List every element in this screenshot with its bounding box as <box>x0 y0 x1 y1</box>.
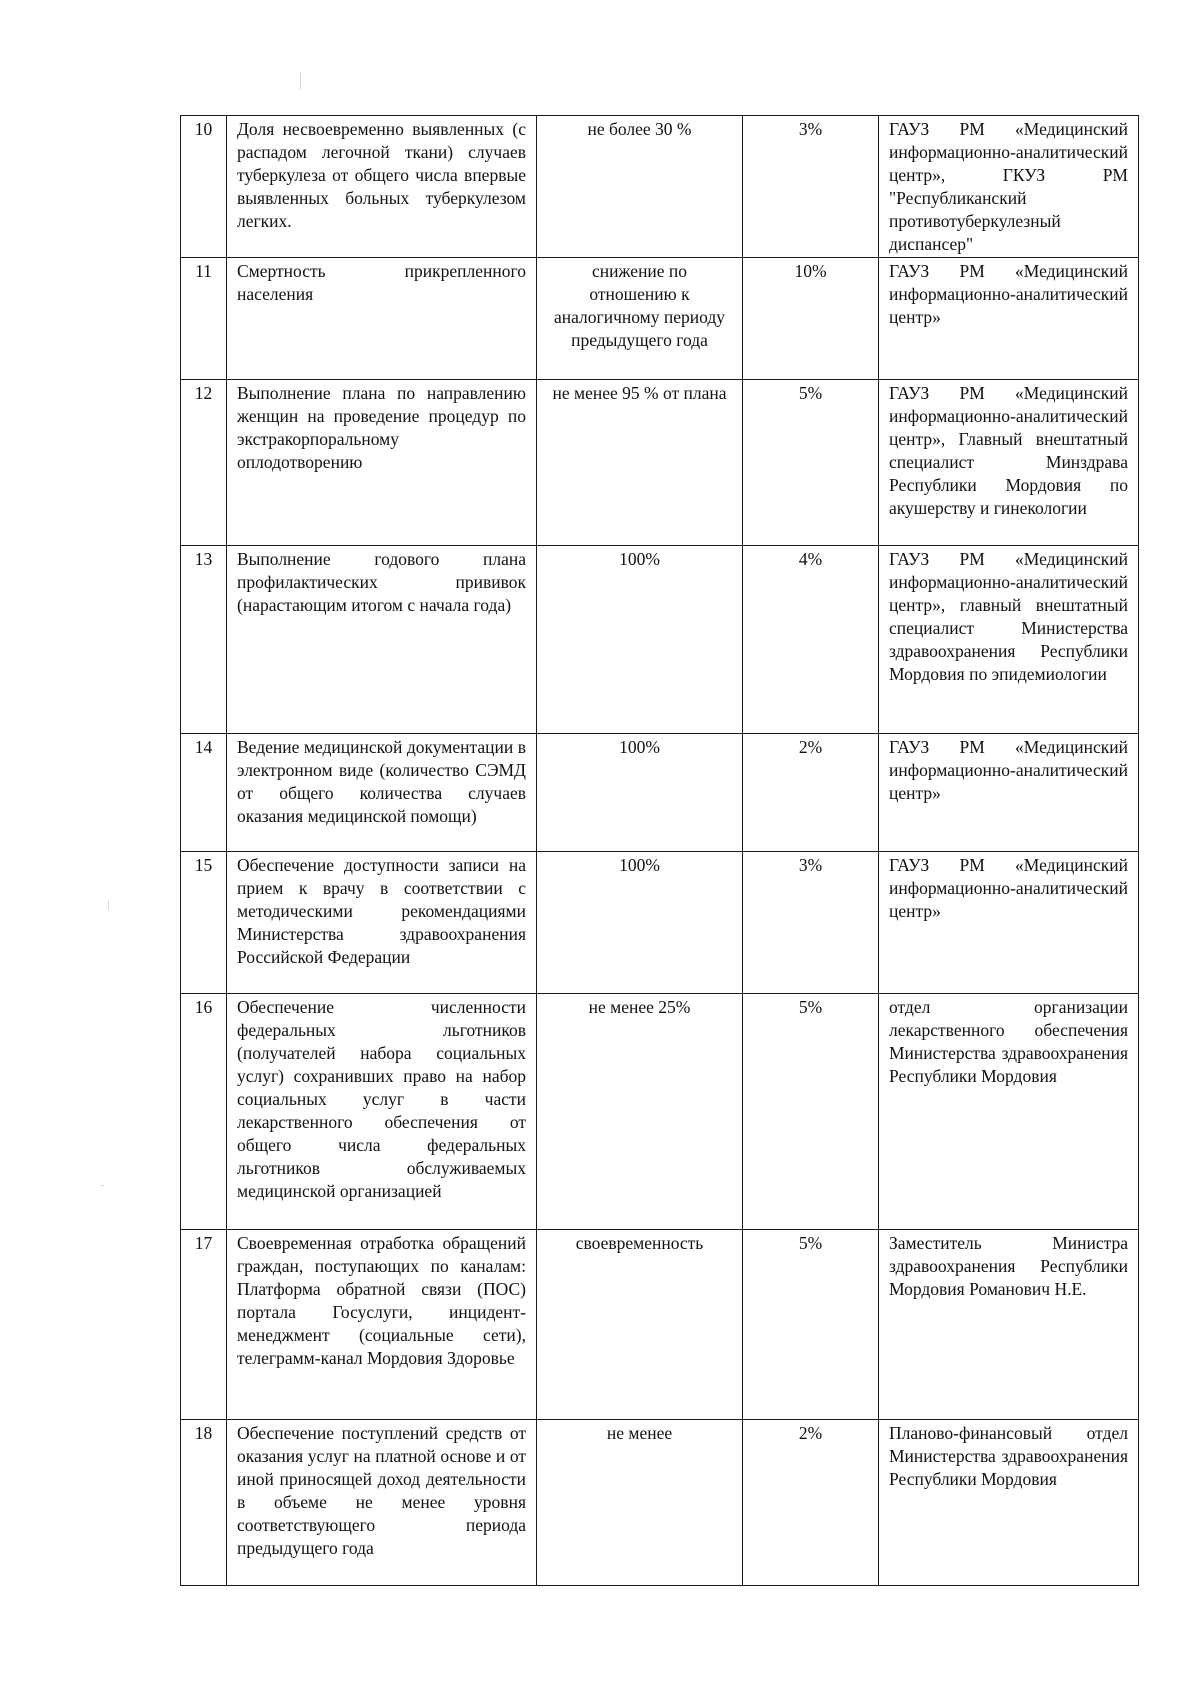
row-number: 14 <box>181 734 227 852</box>
responsible-party: ГАУЗ РМ «Медицинский информационно-аналитический центр» <box>879 258 1139 380</box>
table-row <box>181 734 1139 852</box>
target-value: не менее <box>537 1420 743 1586</box>
scan-mark-top <box>300 72 301 90</box>
row-number: 12 <box>181 380 227 546</box>
indicator-name: Ведение медицинской документации в электронном виде (количество СЭМД от общего количества случаев оказания медицинской помощи) <box>227 734 537 852</box>
target-value: не менее 25% <box>537 994 743 1230</box>
weight-value: 5% <box>743 994 879 1230</box>
weight-value: 4% <box>743 546 879 734</box>
weight-value: 5% <box>743 380 879 546</box>
weight-value: 10% <box>743 258 879 380</box>
responsible-party: ГАУЗ РМ «Медицинский информационно-аналитический центр», Главный внештатный специалист Минздрава Республики Мордовия по акушерству и гинекологии <box>879 380 1139 546</box>
responsible-party: Заместитель Министра здравоохранения Республики Мордовия Романович Н.Е. <box>879 1230 1139 1420</box>
indicator-name: Смертность прикрепленного населения <box>227 258 537 380</box>
indicator-name: Выполнение плана по направлению женщин на проведение процедур по экстракорпоральному оплодотворению <box>227 380 537 546</box>
scan-mark-left <box>108 900 109 910</box>
responsible-party: ГАУЗ РМ «Медицинский информационно-аналитический центр», главный внештатный специалист Министерства здравоохранения Республики Мордовия по эпидемиологии <box>879 546 1139 734</box>
responsible-party: отдел организации лекарственного обеспечения Министерства здравоохранения Республики Мордовия <box>879 994 1139 1230</box>
row-number: 13 <box>181 546 227 734</box>
indicator-name: Выполнение годового плана профилактических прививок (нарастающим итогом с начала года) <box>227 546 537 734</box>
responsible-party: ГАУЗ РМ «Медицинский информационно-аналитический центр», ГКУЗ РМ "Республиканский противотуберкулезный диспансер" <box>879 116 1139 258</box>
weight-value: 5% <box>743 1230 879 1420</box>
indicator-name: Обеспечение численности федеральных льготников (получателей набора социальных услуг) сохранивших право на набор социальных услуг в части лекарственного обеспечения от общего числа федеральных льготников обслуживаемых медицинской организацией <box>227 994 537 1230</box>
table-row <box>181 1230 1139 1420</box>
weight-value: 2% <box>743 1420 879 1586</box>
responsible-party: ГАУЗ РМ «Медицинский информационно-аналитический центр» <box>879 734 1139 852</box>
indicator-name: Доля несвоевременно выявленных (с распадом легочной ткани) случаев туберкулеза от общего числа впервые выявленных больных туберкулезом легких. <box>227 116 537 258</box>
indicators-table <box>180 115 1139 1586</box>
row-number: 15 <box>181 852 227 994</box>
weight-value: 2% <box>743 734 879 852</box>
target-value: 100% <box>537 734 743 852</box>
indicator-name: Обеспечение доступности записи на прием к врачу в соответствии с методическими рекомендациями Министерства здравоохранения Российской Федерации <box>227 852 537 994</box>
table-row <box>181 380 1139 546</box>
responsible-party: ГАУЗ РМ «Медицинский информационно-аналитический центр» <box>879 852 1139 994</box>
table-row <box>181 116 1139 258</box>
target-value: снижение по отношению к аналогичному периоду предыдущего года <box>537 258 743 380</box>
row-number: 17 <box>181 1230 227 1420</box>
row-number: 11 <box>181 258 227 380</box>
target-value: своевременность <box>537 1230 743 1420</box>
indicator-name: Своевременная отработка обращений граждан, поступающих по каналам: Платформа обратной связи (ПОС) портала Госуслуги, инцидент-менеджмент (социальные сети), телеграмм-канал Мордовия Здоровье <box>227 1230 537 1420</box>
table-row <box>181 258 1139 380</box>
scan-mark-left-lower <box>100 1185 104 1186</box>
row-number: 10 <box>181 116 227 258</box>
row-number: 16 <box>181 994 227 1230</box>
target-value: 100% <box>537 546 743 734</box>
table-row <box>181 994 1139 1230</box>
table-row <box>181 1420 1139 1586</box>
indicator-name: Обеспечение поступлений средств от оказания услуг на платной основе и от иной приносящей доход деятельности в объеме не менее уровня соответствующего периода предыдущего года <box>227 1420 537 1586</box>
table-row <box>181 546 1139 734</box>
target-value: 100% <box>537 852 743 994</box>
target-value: не более 30 % <box>537 116 743 258</box>
target-value: не менее 95 % от плана <box>537 380 743 546</box>
responsible-party: Планово-финансовый отдел Министерства здравоохранения Республики Мордовия <box>879 1420 1139 1586</box>
row-number: 18 <box>181 1420 227 1586</box>
table-row <box>181 852 1139 994</box>
weight-value: 3% <box>743 852 879 994</box>
weight-value: 3% <box>743 116 879 258</box>
